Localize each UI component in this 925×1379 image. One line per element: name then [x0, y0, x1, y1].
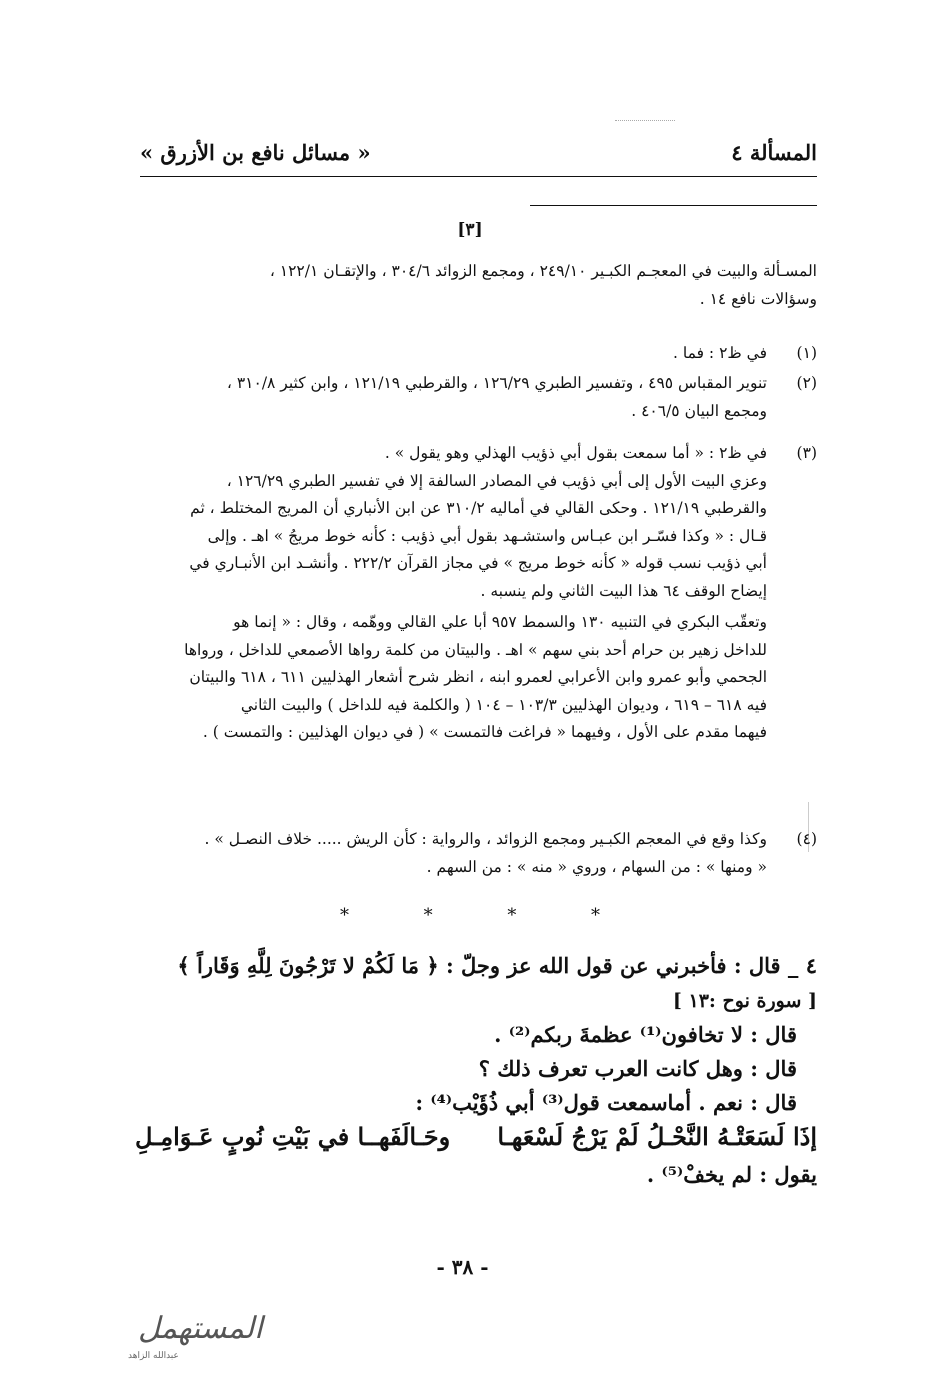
footnote-label: (٣)	[796, 444, 817, 462]
footnote-label: (١)	[796, 344, 817, 362]
footnote-text: « ومنها » : من السهام ، وروي « منه » : من السهم .	[426, 857, 767, 876]
logo-text: المستهمل	[138, 1311, 263, 1346]
footnote-4	[137, 826, 817, 881]
footnote-text: أبي ذؤيب نسب قوله « كأنه خوط مريج » في مجاز القرآن ٢٢٢/٢ . وأنشـد ابن الأنبـاري في	[189, 554, 767, 572]
section-divider-stars	[340, 905, 600, 926]
footnote-text: تنوير المقباس ٤٩٥ ، وتفسير الطبري ١٢٦/٢٩ ، والقرطبي ١٢١/١٩ ، وابن كثير ٣١٠/٨ ،	[226, 374, 767, 392]
star: *	[507, 905, 517, 926]
footnote-text: في ظ٢ : فما .	[673, 344, 767, 362]
footnote-3	[137, 440, 817, 747]
header-book-title: « مسائل نافع بن الأزرق »	[140, 140, 371, 165]
footnote-text: وكذا وقع في المعجم الكبـير ومجمع الزوائد ، والرواية : كأن الريش ..... خلاف النصـل » .	[204, 830, 767, 848]
footnote-intro	[137, 258, 817, 313]
verse-first-hemistich: إذَا لَسَعَتْـهُ النَّحْـلُ لَمْ يَرْجُ لَسْعَهـا	[497, 1122, 817, 1151]
footnote-text: في ظ٢ : « أما سمعت بقول أبي ذؤيب الهذلي وهو يقول » .	[384, 444, 767, 462]
footnote-2	[137, 370, 817, 425]
scan-artifact	[615, 120, 675, 124]
main-question: ٤ _ قال : فأخبرني عن قول الله عز وجلّ : ﴿ مَا لَكُمْ لا تَرْجُونَ لِلَّهِ وَقَاراً ﴾	[177, 953, 817, 978]
footnote-line: المسـألة والبيت في المعجـم الكبـير ٢٤٩/١٠ ، ومجمع الزوائد ٣٠٤/٦ ، والإتقـان ١٢٢/١ ،	[269, 262, 817, 280]
footnote-text: للداخل زهير بن حرام أحد بني سهم » اهـ . والبيتان من كلمة رواها الأصمعي للداخل ، ورواها	[184, 640, 767, 659]
footnote-text: فيه ٦١٨ – ٦١٩ ، وديوان الهذليين ١٠٣/٣ – ١٠٤ ( والكلمة فيه للداخل ) والبيت الثاني	[240, 695, 767, 714]
answer-line-3: قال : نعم . أماسمعت قول⁽³⁾ أبي ذُؤَيْب⁽⁴⁾ :	[415, 1090, 797, 1115]
footnote-text: وعزي البيت الأول إلى أبي ذؤيب في المصادر السالفة إلا في تفسير الطبري ١٢٦/٢٩ ،	[226, 471, 767, 490]
footnote-label: (٤)	[796, 830, 817, 848]
header-section-number: المسألة ٤	[731, 140, 817, 165]
footnote-text: قـال : « وكذا فسّـر ابن عبـاس واستشـهد بقول أبي ذؤيب : كأنه خوط مريجُ » اهـ . وإلى	[207, 526, 767, 545]
footnote-text: وتعقّب البكري في التنبيه ١٣٠ والسمط ٩٥٧ أبا علي القالي ووهّمه ، وقال : « إنما هو	[233, 613, 767, 631]
header-rule	[140, 176, 817, 177]
star: *	[590, 905, 600, 926]
footnote-marker: [٣]	[457, 220, 483, 240]
star: *	[340, 905, 349, 926]
sura-reference: [ سورة نوح :١٣ ]	[672, 990, 817, 1012]
star: *	[423, 905, 433, 926]
footnote-text: ومجمع البيان ٤٠٦/٥ .	[631, 401, 767, 420]
footnote-line: وسؤالات نافع ١٤ .	[699, 289, 817, 308]
answer-line-1: قال : لا تخافون⁽¹⁾ عظمةَ ربكم⁽²⁾ .	[494, 1022, 797, 1047]
logo	[8, 1300, 263, 1370]
footnote-text: الجحمي وأبو عمرو وابن الأعرابي لعمرو ابنه ، انظر شرح أشعار الهذليين ٦١١ ، ٦١٨ والبيتان	[189, 668, 767, 686]
page-number: - ٣٨ -	[436, 1255, 489, 1279]
footnote-separator	[530, 205, 817, 206]
footnote-text: إيضاح الوقف ٦٤ هذا البيت الثاني ولم ينسبه .	[480, 581, 767, 600]
verse-second-hemistich: وحَـالَفَهــا في بَيْتِ نُوبٍ عَـوَامِـلِ	[135, 1122, 451, 1151]
footnote-text: فيهما مقدم على الأول ، وفيهما « فراغت فالتمست » ( في ديوان الهذليين : والتمست ) .	[202, 723, 767, 741]
logo-subtext: عبدالله الزاهد	[128, 1351, 179, 1361]
footnote-text: والقرطبي ١٢١/١٩ . وحكى القالي في أماليه ٣١٠/٢ عن ابن الأنباري أن المريج المختلط ، ثم	[190, 499, 767, 517]
answer-line-4: يقول : لم يخفْ⁽⁵⁾ .	[646, 1162, 817, 1187]
answer-line-2: قال : وهل كانت العرب تعرف ذلك ؟	[478, 1056, 797, 1081]
footnote-1	[137, 340, 817, 368]
footnote-label: (٢)	[796, 374, 817, 392]
